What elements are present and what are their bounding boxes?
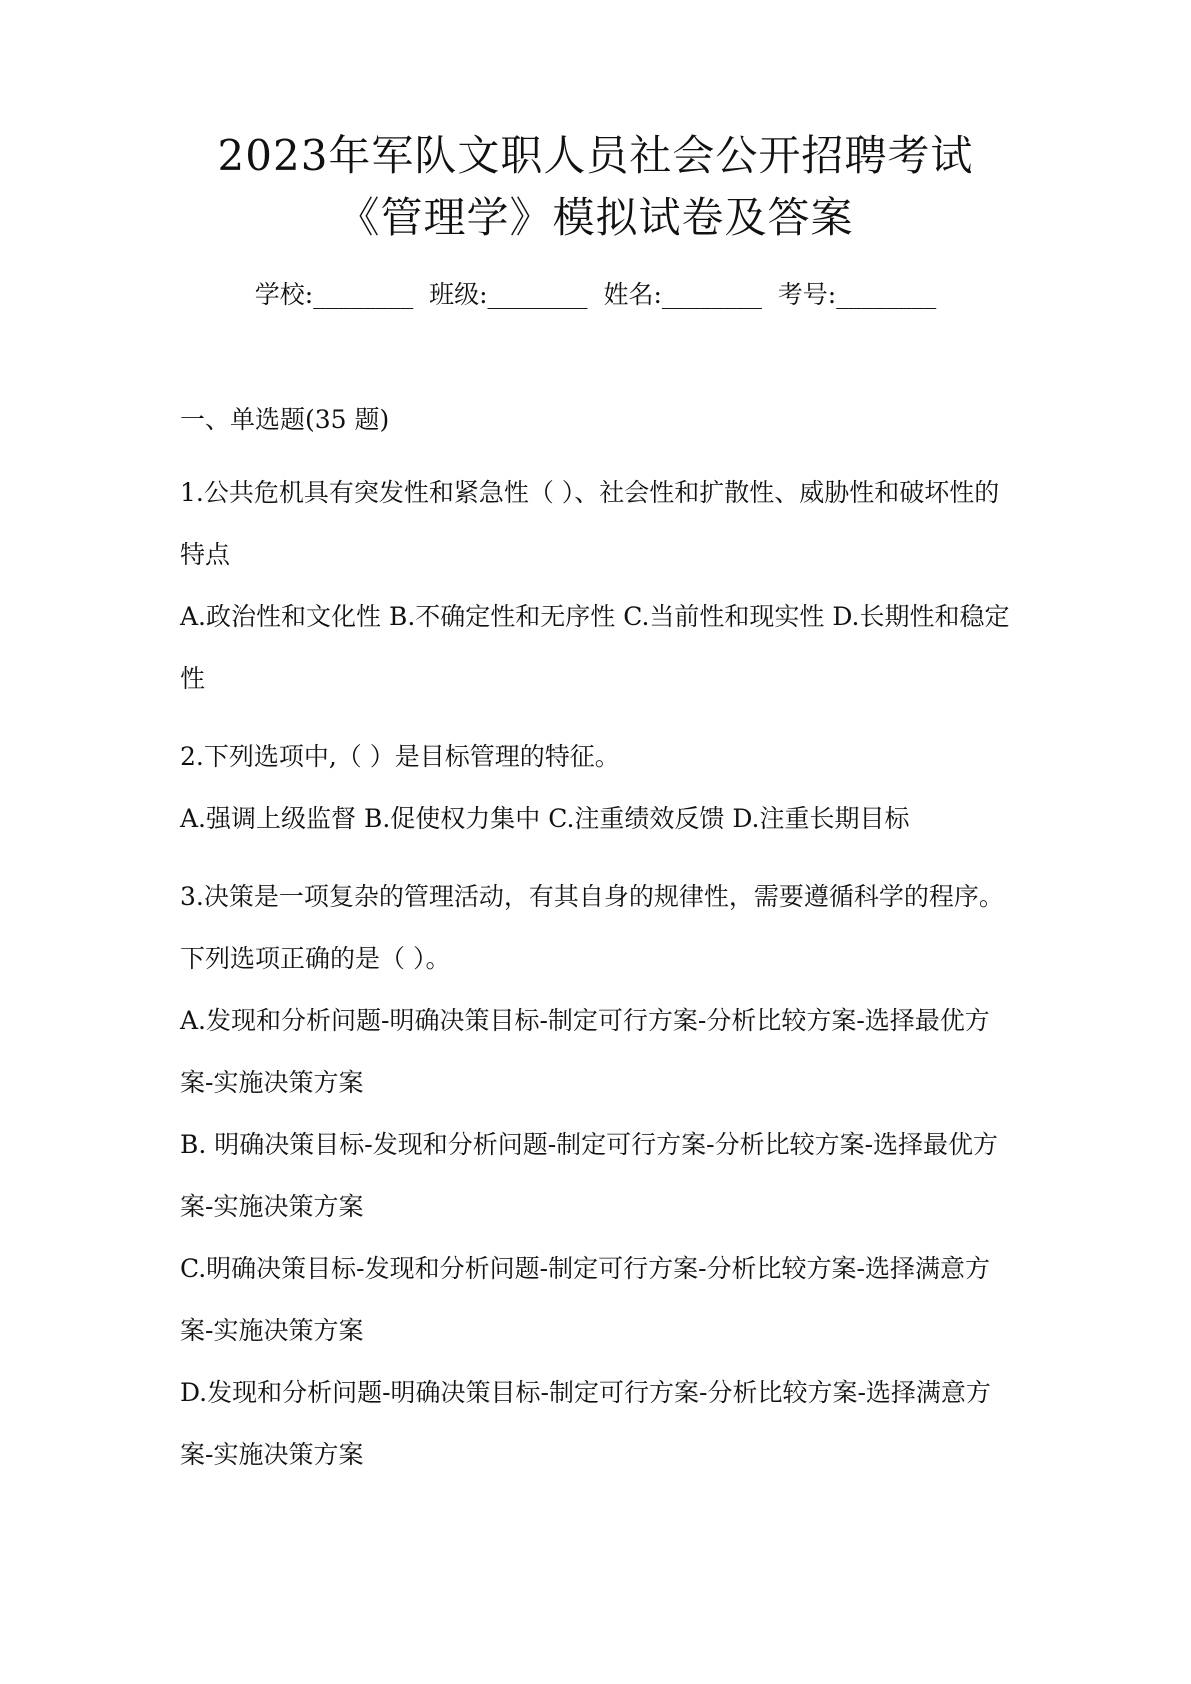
question-1: [180, 462, 1020, 710]
exam-number-field: 考号:________: [777, 280, 937, 309]
option-b: B. 明确决策目标-发现和分析问题-制定可行方案-分析比较方案-选择最优方案-实施决策方案: [180, 1130, 999, 1221]
option-a: A.发现和分析问题-明确决策目标-制定可行方案-分析比较方案-选择最优方案-实施决策方案: [180, 1006, 990, 1097]
section-heading: 一、单选题(35 题): [180, 405, 390, 434]
question-stem: 1.公共危机具有突发性和紧急性（ ）、社会性和扩散性、威胁性和破坏性的特点: [180, 478, 1000, 569]
option-d: D.发现和分析问题-明确决策目标-制定可行方案-分析比较方案-选择满意方案-实施决策方案: [180, 1378, 991, 1469]
name-field: 姓名:________: [603, 280, 762, 309]
question-2: [180, 726, 1020, 850]
question-3: [180, 866, 1020, 1486]
question-options: A.政治性和文化性 B.不确定性和无序性 C.当前性和现实性 D.长期性和稳定性: [180, 602, 1010, 693]
student-info-row: [0, 278, 1191, 312]
school-field: 学校:________: [254, 280, 414, 309]
question-options: A.强调上级监督 B.促使权力集中 C.注重绩效反馈 D.注重长期目标: [180, 804, 910, 833]
page-title-line-1: 2023年军队文职人员社会公开招聘考试: [217, 131, 974, 180]
question-stem: 2.下列选项中,（ ）是目标管理的特征。: [180, 742, 620, 771]
question-stem: 3.决策是一项复杂的管理活动，有其自身的规律性，需要遵循科学的程序。下列选项正确的是（ ）。: [180, 882, 1004, 973]
class-field: 班级:________: [429, 280, 588, 309]
page-title-line-2: 《管理学》模拟试卷及答案: [337, 193, 854, 242]
exam-content: [180, 400, 1020, 1502]
option-c: C.明确决策目标-发现和分析问题-制定可行方案-分析比较方案-选择满意方案-实施决策方案: [180, 1254, 990, 1345]
